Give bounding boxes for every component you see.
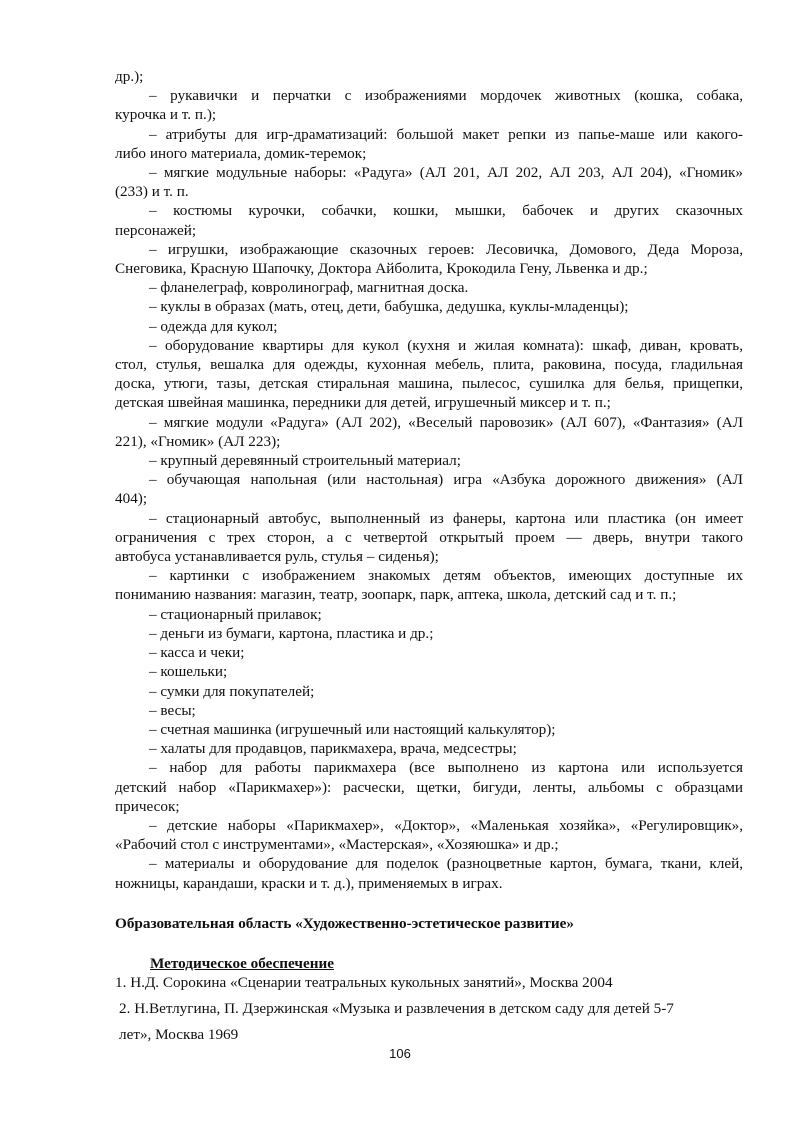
- reference-item: 1. Н.Д. Сорокина «Сценарии театральных кукольных занятий», Москва 2004: [115, 974, 613, 992]
- section-heading: Образовательная область «Художественно-эстетическое развитие»: [115, 914, 574, 932]
- list-item-cont: ограничения с трех сторон, а с четвертой открытый проем — дверь, внутри такого: [115, 528, 743, 546]
- list-item: – деньги из бумаги, картона, пластика и др.;: [149, 624, 434, 642]
- list-item: – материалы и оборудование для поделок (разноцветные картон, бумага, ткани, клей,: [149, 855, 743, 873]
- list-item-cont: курочка и т. п.);: [115, 106, 217, 124]
- list-item-cont: ножницы, карандаши, краски и т. д.), применяемых в играх.: [115, 874, 503, 892]
- list-item-cont: (233) и т. п.: [115, 183, 189, 201]
- list-item: – атрибуты для игр-драматизаций: большой макет репки из папье-маше или какого-: [149, 125, 743, 143]
- list-item-cont: причесок;: [115, 797, 180, 815]
- list-item-cont: автобуса устанавливается руль, стулья – сиденья);: [115, 548, 439, 566]
- list-item: – набор для работы парикмахера (все выполнено из картона или используется: [149, 759, 743, 777]
- list-item: – обучающая напольная (или настольная) игра «Азбука дорожного движения» (АЛ: [149, 471, 743, 489]
- list-item-cont: детская швейная машинка, передники для детей, игрушечный миксер и т. п.;: [115, 394, 611, 412]
- page-content: [115, 67, 743, 1048]
- list-item-cont: стол, стулья, вешалка для одежды, кухонная мебель, плита, раковина, посуда, гладильная: [115, 356, 743, 374]
- list-item: – игрушки, изображающие сказочных героев: Лесовичка, Домового, Деда Мороза,: [149, 240, 743, 258]
- list-item: – стационарный автобус, выполненный из фанеры, картона или пластика (он имеет: [149, 509, 743, 527]
- spacer: [115, 933, 743, 954]
- list-item: – детские наборы «Парикмахер», «Доктор», «Маленькая хозяйка», «Регулировщик»,: [149, 816, 743, 834]
- spacer: [115, 893, 743, 914]
- list-item-cont: либо иного материала, домик-теремок;: [115, 144, 367, 162]
- list-item: – фланелеграф, ковролинограф, магнитная доска.: [149, 279, 469, 297]
- list-item-cont: 221), «Гномик» (АЛ 223);: [115, 432, 281, 450]
- list-item-cont: доска, утюги, тазы, детская стиральная машина, пылесос, сушилка для белья, прищепки,: [115, 375, 743, 393]
- list-item: – куклы в образах (мать, отец, дети, бабушка, дедушка, куклы-младенцы);: [149, 298, 629, 316]
- list-item-cont: детский набор «Парикмахер»): расчески, щетки, бигуди, ленты, альбомы с образцами: [115, 778, 743, 796]
- list-item-cont: пониманию названия: магазин, театр, зоопарк, парк, аптека, школа, детский сад и т. п.;: [115, 586, 677, 604]
- list-item: – мягкие модульные наборы: «Радуга» (АЛ 201, АЛ 202, АЛ 203, АЛ 204), «Гномик»: [149, 164, 743, 182]
- list-item: – сумки для покупателей;: [149, 682, 315, 700]
- list-item: – халаты для продавцов, парикмахера, врача, медсестры;: [149, 740, 517, 758]
- list-item-cont: «Рабочий стол с инструментами», «Мастерская», «Хозяюшка» и др.;: [115, 836, 559, 854]
- list-item: – оборудование квартиры для кукол (кухня и жилая комната): шкаф, диван, кровать,: [149, 336, 743, 354]
- list-item: – картинки с изображением знакомых детям объектов, имеющих доступные их: [149, 567, 743, 585]
- list-item: – стационарный прилавок;: [149, 605, 322, 623]
- list-item: – счетная машинка (игрушечный или настоящий калькулятор);: [149, 720, 556, 738]
- list-item: – крупный деревянный строительный материал;: [149, 452, 461, 470]
- list-item-cont: Снеговика, Красную Шапочку, Доктора Айболита, Крокодила Гену, Львенка и др.;: [115, 260, 648, 278]
- list-item: – весы;: [149, 701, 196, 719]
- list-item: – костюмы курочки, собачки, кошки, мышки, бабочек и других сказочных: [149, 202, 743, 220]
- page-number: 106: [389, 1046, 411, 1061]
- list-item: – кошельки;: [149, 663, 228, 681]
- list-item: – мягкие модули «Радуга» (АЛ 202), «Веселый паровозик» (АЛ 607), «Фантазия» (АЛ: [149, 413, 743, 431]
- subheading: Методическое обеспечение: [150, 954, 334, 972]
- list-item: – касса и чеки;: [149, 644, 245, 662]
- list-item-cont: 404);: [115, 490, 148, 508]
- text-line: др.);: [115, 68, 144, 85]
- reference-item-cont: лет», Москва 1969: [119, 1026, 239, 1044]
- list-item-cont: персонажей;: [115, 221, 197, 239]
- list-item: – одежда для кукол;: [149, 317, 278, 335]
- list-item: – рукавички и перчатки с изображениями мордочек животных (кошка, собака,: [149, 87, 743, 105]
- reference-item: 2. Н.Ветлугина, П. Дзержинская «Музыка и развлечения в детском саду для детей 5-7: [119, 1000, 674, 1018]
